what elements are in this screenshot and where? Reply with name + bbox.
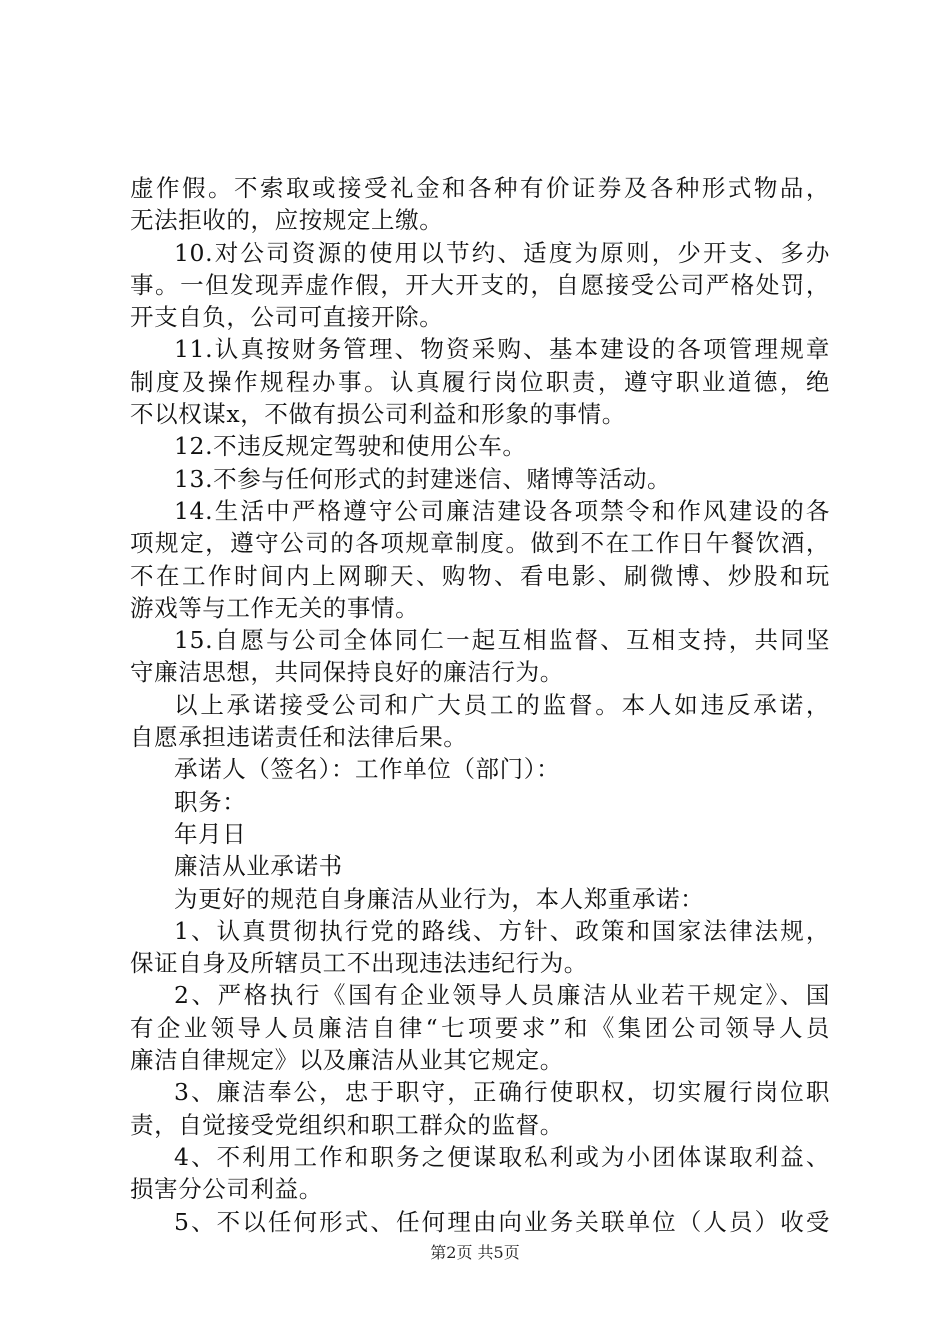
text-line: 职务： [174,787,247,816]
text-line: 廉洁从业承诺书 [174,852,343,881]
text-line: 1、认真贯彻执行党的路线、方针、政策和国家法律法规， [174,916,830,945]
text-line: 损害分公司利益。 [130,1175,323,1204]
text-line: 年月日 [174,819,247,848]
page-footer [0,1240,950,1263]
text-line: 4、不利用工作和职务之便谋取私利或为小团体谋取利益、 [174,1142,830,1171]
text-line: 12.不违反规定驾驶和使用公车。 [174,432,527,461]
text-line: 项规定，遵守公司的各项规章制度。做到不在工作日午餐饮酒， [130,529,830,558]
text-line: 14.生活中严格遵守公司廉洁建设各项禁令和作风建设的各 [174,496,830,525]
text-line: 以上承诺接受公司和广大员工的监督。本人如违反承诺， [174,690,830,719]
text-line: 15.自愿与公司全体同仁一起互相监督、互相支持，共同坚 [174,626,830,655]
text-line: 5、不以任何形式、任何理由向业务关联单位（人员）收受 [174,1207,830,1236]
text-line: 事。一但发现弄虚作假，开大开支的，自愿接受公司严格处罚， [130,270,830,299]
text-line: 虚作假。不索取或接受礼金和各种有价证券及各种形式物品， [130,174,830,202]
text-line: 开支自负，公司可直接开除。 [130,303,444,332]
text-line: 保证自身及所辖员工不出现违法违纪行为。 [130,949,588,978]
text-line: 责，自觉接受党组织和职工群众的监督。 [130,1110,564,1139]
text-line: 守廉洁思想，共同保持良好的廉洁行为。 [130,658,564,687]
text-line: 自愿承担违诺责任和法律后果。 [130,723,468,752]
text-line: 不在工作时间内上网聊天、购物、看电影、刷微博、炒股和玩 [130,561,830,590]
text-line: 无法拒收的，应按规定上缴。 [130,206,444,235]
text-line: 3、廉洁奉公，忠于职守，正确行使职权，切实履行岗位职 [174,1078,830,1107]
text-line: 游戏等与工作无关的事情。 [130,593,420,622]
text-line: 2、严格执行《国有企业领导人员廉洁从业若干规定》、国 [174,981,830,1010]
text-line: 有企业领导人员廉洁自律“七项要求”和《集团公司领导人员 [130,1013,830,1042]
document-body [130,172,830,1238]
text-line: 制度及操作规程办事。认真履行岗位职责，遵守职业道德，绝 [130,367,830,396]
page-number: 第2页 共5页 [430,1243,520,1262]
text-line: 廉洁自律规定》以及廉洁从业其它规定。 [130,1046,564,1075]
text-line: 10.对公司资源的使用以节约、适度为原则，少开支、多办 [174,238,830,267]
text-line: 不以权谋x，不做有损公司利益和形象的事情。 [130,400,626,429]
text-line: 11.认真按财务管理、物资采购、基本建设的各项管理规章 [174,335,830,364]
text-line: 13.不参与任何形式的封建迷信、赌博等活动。 [174,464,672,493]
text-line: 为更好的规范自身廉洁从业行为，本人郑重承诺： [174,884,705,913]
text-line: 承诺人（签名）：工作单位（部门）： [174,755,561,784]
